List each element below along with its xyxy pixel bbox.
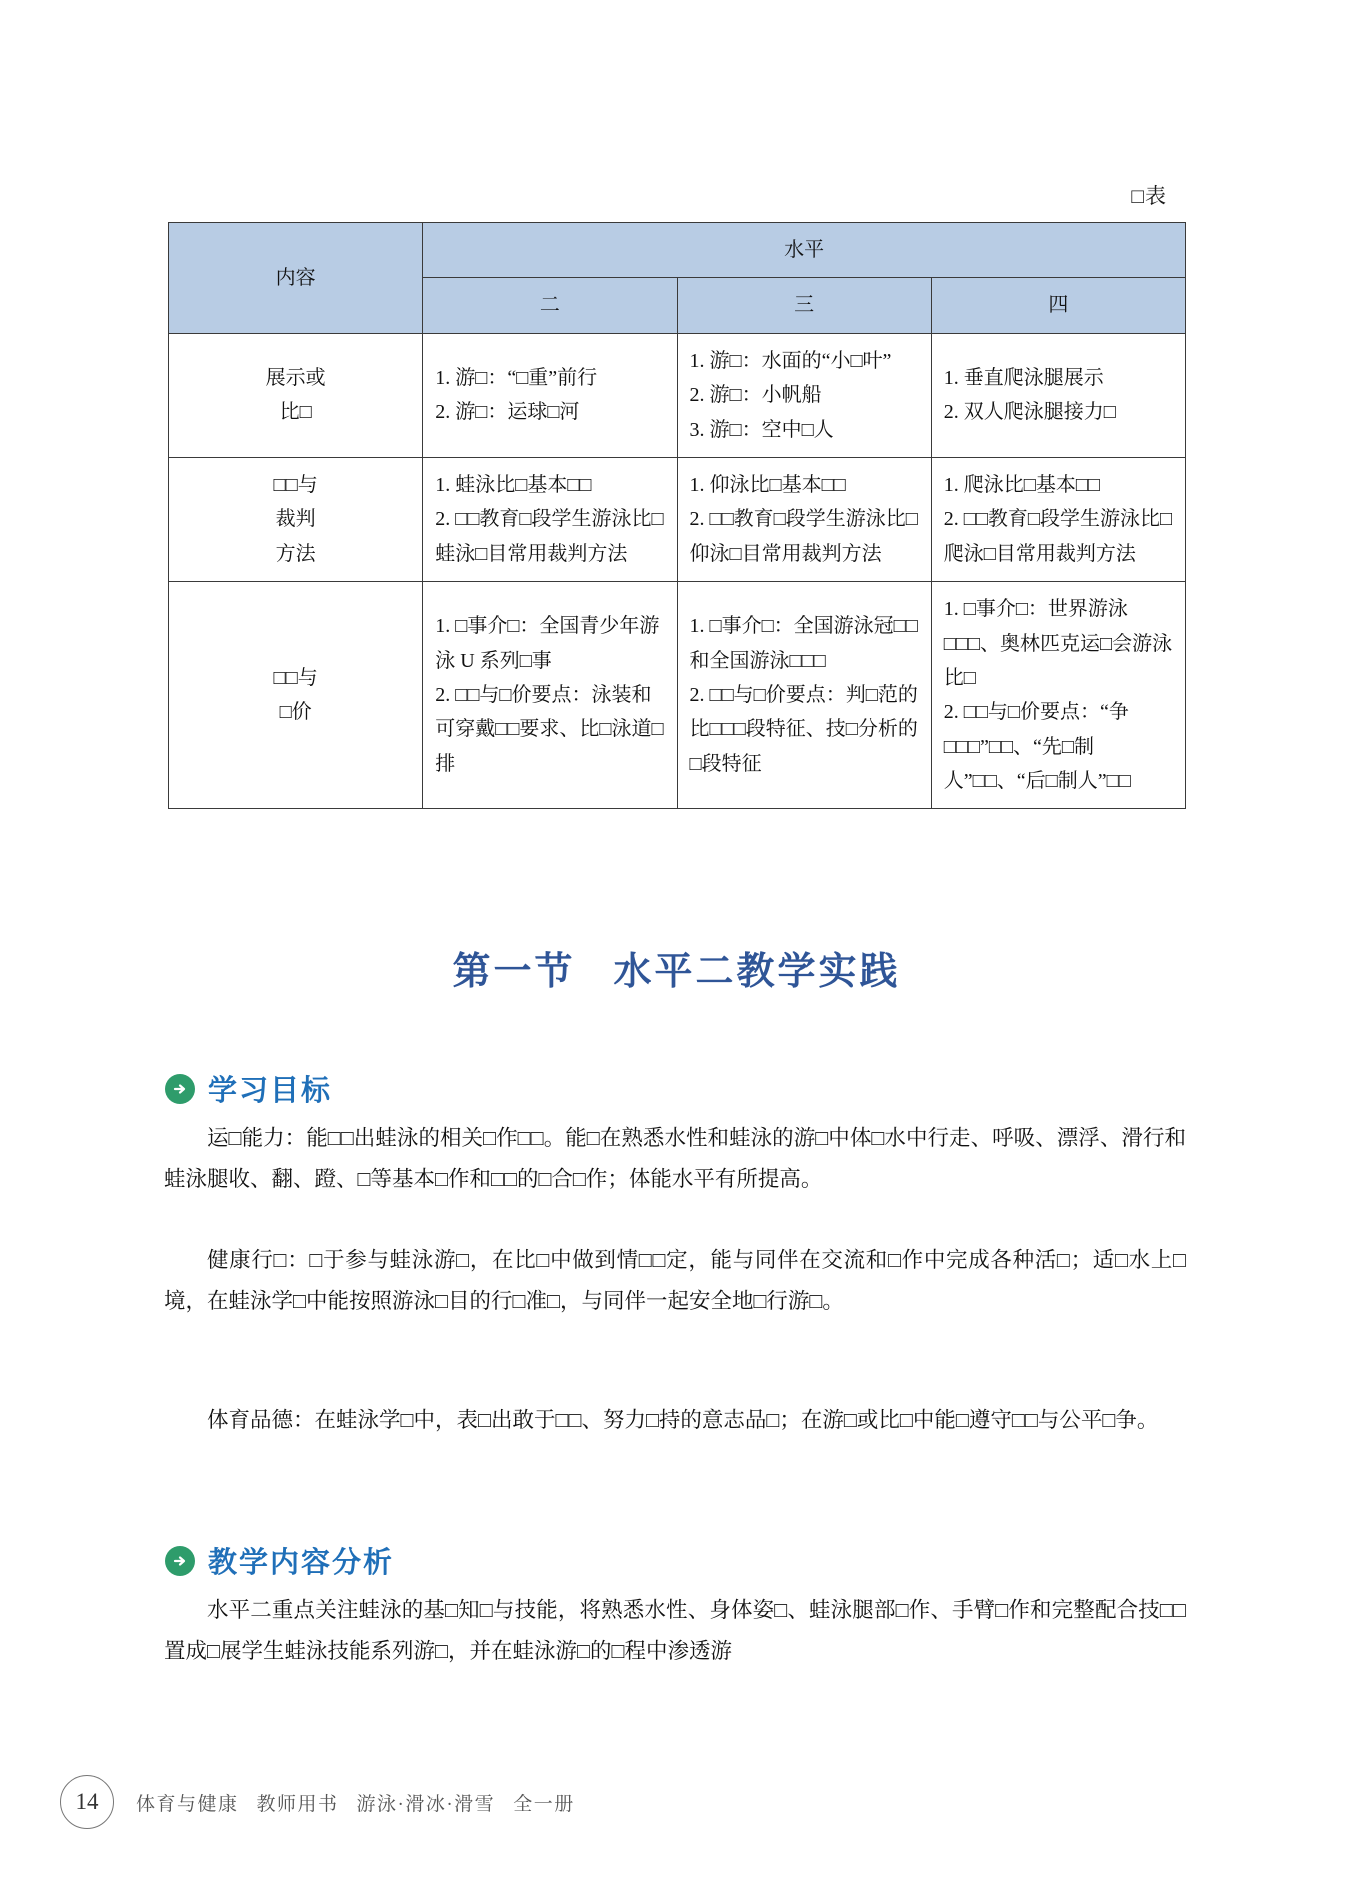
cell-line: 2. □□教育□段学生游泳比□仰泳□目常用裁判方法 [689,508,918,565]
row-head-rules [169,457,423,581]
footer-book-title: 体育与健康 [136,1793,239,1815]
cell-r1c1 [423,333,677,457]
row-head-line-2: 比□ [279,401,312,424]
cell-line: 1. 游□：“□重”前行 [435,366,598,389]
row-head-line-1: □□与 [273,473,318,496]
paragraph-sport-ability: 运□能力：能□□出蛙泳的相关□作□□。能□在熟悉水性和蛙泳的游□中体□水中行走、呼吸、漂浮、滑行和蛙泳腿收、翻、蹬、□等基本□作和□□的□合□作；体能水平有所提高。 [164,1126,1186,1192]
row-head-line-3: 方法 [275,542,316,565]
table-header-level-4: 四 [931,278,1185,333]
table-header-level: 水平 [423,223,1186,278]
heading-content-analysis [165,1540,394,1581]
paragraph-sport-morality: 体育品德：在蛙泳学□中，表□出敢于□□、努力□持的意志品□；在游□或比□中能□遵守□□与公平□争。 [207,1408,1159,1432]
cell-line: 1. □事介□：世界游泳□□□、奥林匹克运□会游泳比□ [943,598,1173,689]
table-row [169,457,1186,581]
cell-line: 2. 游□：运球□河 [435,401,580,424]
cell-line: 1. 蛙泳比□基本□□ [435,473,592,496]
footer-volume: 全一册 [513,1793,575,1815]
cell-line: 2. □□与□价要点：“争□□□”□□、“先□制人”□□、“后□制人”□□ [943,701,1131,793]
row-head-line-1: 展示或 [265,366,326,389]
cell-r2c3 [931,457,1185,581]
table-header-level-3: 三 [677,278,931,333]
cell-r1c3 [931,333,1185,457]
page-title [0,940,1353,995]
footer-text [136,1789,575,1816]
cell-r2c1 [423,457,677,581]
row-head-line-2: □价 [279,701,312,724]
cell-line: 3. 游□：空中□人 [689,418,834,441]
cell-r3c3 [931,582,1185,809]
cell-line: 2. 游□：小帆船 [689,384,822,407]
table-header-level-2: 二 [423,278,677,333]
heading-learning-goals [165,1068,332,1109]
table-header-content: 内容 [169,223,423,334]
table-row [169,582,1186,809]
cell-line: 2. □□与□价要点：泳装和可穿戴□□要求、比□泳道□排 [435,684,664,775]
cell-line: 2. □□教育□段学生游泳比□蛙泳□目常用裁判方法 [435,508,664,565]
cell-line: 1. 爬泳比□基本□□ [943,473,1100,496]
cell-line: 1. □事介□：全国青少年游泳 U 系列□事 [435,615,660,672]
table-row [169,333,1186,457]
footer-book-type: 教师用书 [256,1793,339,1815]
arrow-right-circle-icon [165,1074,195,1104]
cell-line: 1. 游□：水面的“小□叶” [689,349,892,372]
footer-subject: 游泳·滑冰·滑雪 [356,1793,496,1815]
cell-line: 2. □□与□价要点：判□范的比□□□段特征、技□分析的□段特征 [689,684,918,775]
page-number: 14 [60,1775,114,1829]
content-table [168,222,1186,809]
row-head-display [169,333,423,457]
table-caption: □表 [1131,184,1167,208]
cell-r1c2 [677,333,931,457]
row-head-line-2: 裁判 [275,508,316,531]
cell-line: 2. □□教育□段学生游泳比□爬泳□目常用裁判方法 [943,508,1173,565]
cell-line: 1. □事介□：全国游泳冠□□和全国游泳□□□ [689,615,918,672]
heading-learning-goals-label: 学习目标 [208,1075,333,1107]
paragraph-content-analysis: 水平二重点关注蛙泳的基□知□与技能，将熟悉水性、身体姿□、蛙泳腿部□作、手臂□作和完整配合技□□置成□展学生蛙泳技能系列游□，并在蛙泳游□的□程中渗透游 [164,1598,1186,1664]
heading-content-analysis-label: 教学内容分析 [208,1547,395,1579]
cell-r3c1 [423,582,677,809]
section-number: 第一节 [452,951,576,993]
cell-r2c2 [677,457,931,581]
cell-line: 1. 仰泳比□基本□□ [689,473,846,496]
row-head-line-1: □□与 [273,666,318,689]
paragraph-health-behavior: 健康行□：□于参与蛙泳游□，在比□中做到情□□定，能与同伴在交流和□作中完成各种活□；适□水上□境，在蛙泳学□中能按照游泳□目的行□准□，与同伴一起安全地□行游□。 [164,1248,1186,1314]
content-table-wrapper [168,222,1186,809]
cell-line: 1. 垂直爬泳腿展示 [943,366,1104,389]
cell-line: 2. 双人爬泳腿接力□ [943,401,1116,424]
page-footer [60,1775,575,1829]
section-title-text: 水平二教学实践 [613,951,901,993]
row-head-events [169,582,423,809]
arrow-right-circle-icon [165,1546,195,1576]
table-header-row-1 [169,223,1186,278]
cell-r3c2 [677,582,931,809]
